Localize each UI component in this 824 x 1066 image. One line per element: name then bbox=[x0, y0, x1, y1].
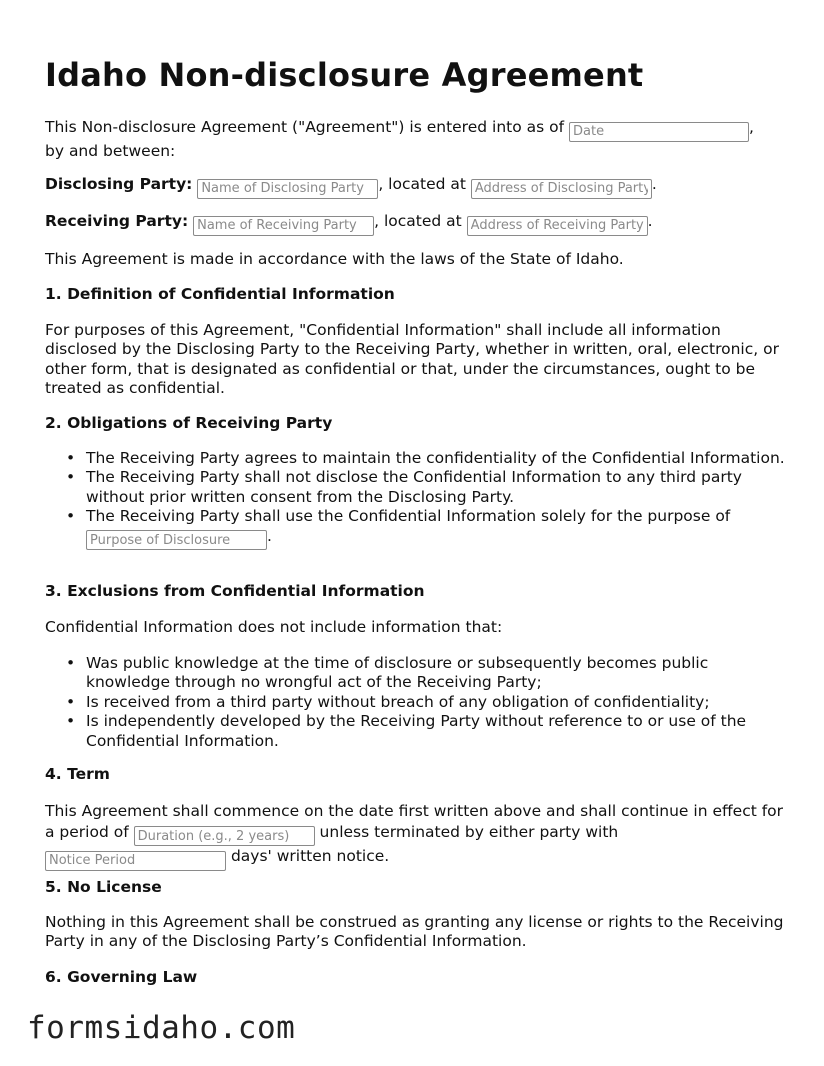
disclosing-end-period: . bbox=[651, 175, 657, 193]
date-field[interactable] bbox=[569, 122, 749, 142]
term-text-3: days' written notice. bbox=[230, 847, 390, 865]
section-1-heading: 1. Definition of Confidential Information bbox=[45, 285, 395, 303]
disclosing-party-label: Disclosing Party: bbox=[45, 175, 193, 193]
section-3-list bbox=[45, 654, 785, 751]
section-3-heading: 3. Exclusions from Confidential Information bbox=[45, 582, 425, 600]
section-4-body bbox=[45, 801, 785, 871]
disclosing-located-text: , located at bbox=[378, 175, 466, 193]
purpose-of-disclosure-field[interactable] bbox=[86, 530, 267, 550]
term-text-2: unless terminated by either party with bbox=[319, 822, 619, 841]
section-6-heading: 6. Governing Law bbox=[45, 968, 198, 986]
disclosing-party-name-field[interactable] bbox=[197, 179, 378, 199]
receiving-end-period: . bbox=[647, 212, 653, 230]
section-2-heading: 2. Obligations of Receiving Party bbox=[45, 414, 333, 432]
duration-field[interactable] bbox=[134, 826, 315, 846]
list-item bbox=[45, 507, 785, 550]
purpose-text: The Receiving Party shall use the Confidential Information solely for the purpose of bbox=[86, 507, 731, 526]
notice-period-field[interactable] bbox=[45, 851, 226, 871]
receiving-located-text: , located at bbox=[374, 212, 462, 230]
list-item: • Is independently developed by the Receiving Party without reference to or use of the Confidential Information. bbox=[45, 712, 785, 751]
list-item: • Was public knowledge at the time of disclosure or subsequently becomes public knowledge through no wrongful act of the Receiving Party; bbox=[45, 654, 785, 693]
intro-text: This Non-disclosure Agreement ("Agreement") is entered into as of bbox=[45, 118, 565, 136]
section-5-body: Nothing in this Agreement shall be construed as granting any license or rights to the Receiving Party in any of the Disclosing Party’s Confidential Information. bbox=[45, 913, 784, 951]
section-2-list bbox=[45, 449, 785, 550]
disclosing-party-line bbox=[45, 175, 785, 199]
section-4-heading: 4. Term bbox=[45, 765, 110, 783]
purpose-end-period: . bbox=[267, 526, 272, 545]
section-5-heading: 5. No License bbox=[45, 878, 162, 896]
term-text-1: This Agreement shall commence on the date first written above and shall continue in effect for a period of bbox=[45, 802, 784, 841]
receiving-party-name-field[interactable] bbox=[193, 216, 374, 236]
receiving-party-line bbox=[45, 212, 785, 236]
law-sentence: This Agreement is made in accordance with the laws of the State of Idaho. bbox=[45, 250, 624, 268]
receiving-party-address-field[interactable] bbox=[467, 216, 648, 236]
section-1-body: For purposes of this Agreement, "Confidential Information" shall include all information disclosed by the Disclosing Party to the Receiving Party, whether in written, oral, electronic, or other form, that is designated as confidential or that, under the circumstances, ought to be treated as confidential. bbox=[45, 321, 779, 398]
intro-paragraph bbox=[45, 118, 785, 161]
section-3-intro: Confidential Information does not include information that: bbox=[45, 618, 503, 636]
document-title: Idaho Non-disclosure Agreement bbox=[45, 56, 644, 94]
intro-comma: , bbox=[749, 118, 754, 136]
intro-line2: by and between: bbox=[45, 141, 176, 160]
receiving-party-label: Receiving Party: bbox=[45, 212, 189, 230]
list-item: • The Receiving Party shall not disclose the Confidential Information to any third party without prior written consent from the Disclosing Party. bbox=[45, 468, 785, 507]
disclosing-party-address-field[interactable] bbox=[471, 179, 652, 199]
watermark: formsidaho.com bbox=[27, 1010, 296, 1046]
list-item: • Is received from a third party without breach of any obligation of confidentiality; bbox=[45, 693, 785, 712]
list-item: • The Receiving Party agrees to maintain the confidentiality of the Confidential Information. bbox=[45, 449, 785, 468]
